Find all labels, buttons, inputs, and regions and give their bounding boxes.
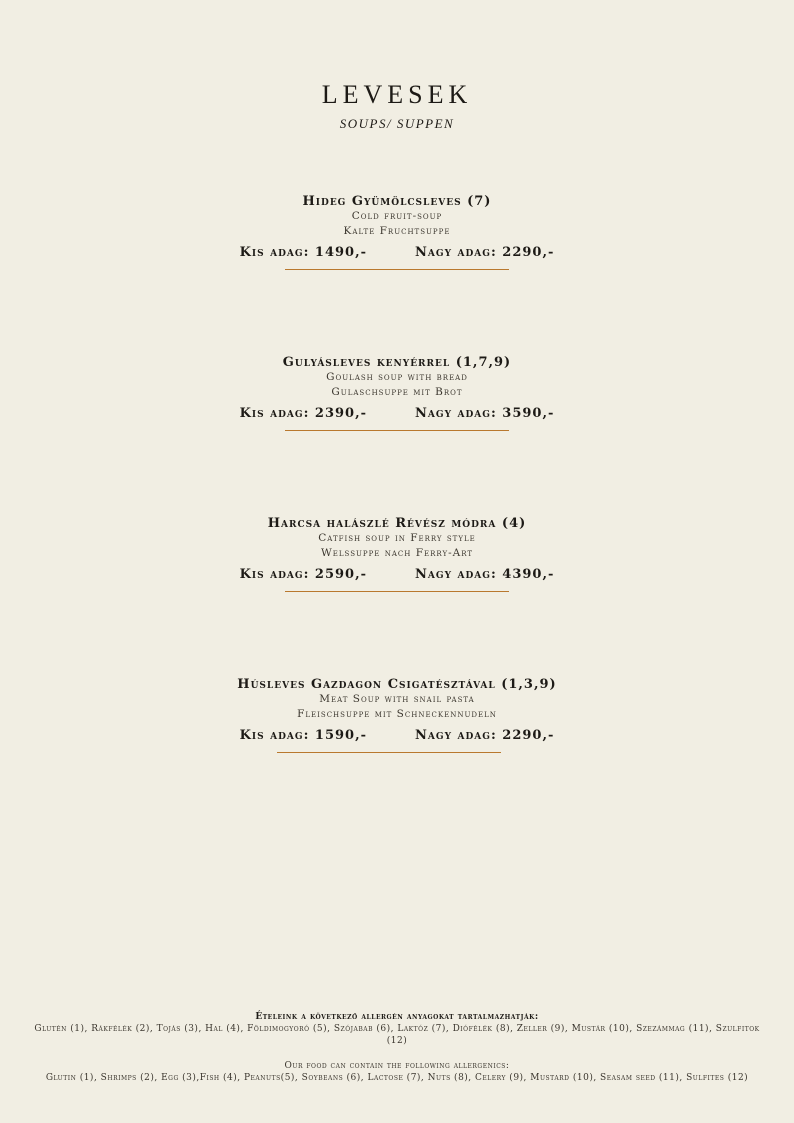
small-portion-price: Kis adag: 2390,- — [239, 406, 368, 421]
price-row — [0, 728, 794, 743]
large-portion-price: Nagy adag: 2290,- — [415, 728, 555, 743]
price-row — [0, 567, 794, 582]
item-name: Gulyásleves kenyérrel (1,7,9) — [282, 355, 512, 370]
item-english-name: Goulash soup with bread — [326, 371, 468, 383]
item-name: Húsleves Gazdagon Csigatésztával (1,3,9) — [237, 677, 557, 692]
item-english-name: Catfish soup in Ferry style — [318, 532, 476, 544]
allergen-list-en: Glutin (1), Shrimps (2), Egg (3),Fish (4), Peanuts(5), Soybeans (6), Lactose (7), Nuts (8), Celery (9), Mustard (10), Seasam seed (11), Sulfites (12) — [45, 1073, 749, 1083]
item-german-name: Kalte Fruchtsuppe — [343, 225, 451, 237]
page-title: LEVESEK — [321, 80, 473, 109]
divider — [285, 430, 509, 431]
allergen-heading-en: Our food can contain the following allergenics: — [284, 1061, 510, 1071]
menu-header — [0, 80, 794, 132]
item-english-name: Cold fruit-soup — [351, 210, 443, 222]
divider — [277, 752, 501, 753]
large-portion-price: Nagy adag: 2290,- — [415, 245, 555, 260]
item-german-name: Gulaschsuppe mit Brot — [331, 386, 463, 398]
item-german-name: Welssuppe nach Ferry-Art — [320, 547, 474, 559]
item-german-name: Fleischsuppe mit Schneckennudeln — [297, 708, 497, 720]
small-portion-price: Kis adag: 2590,- — [239, 567, 368, 582]
small-portion-price: Kis adag: 1590,- — [239, 728, 368, 743]
item-name: Harcsa halászlé Révész módra (4) — [267, 516, 527, 531]
divider — [285, 591, 509, 592]
divider — [285, 269, 509, 270]
allergen-notice — [30, 1011, 764, 1084]
menu-item — [0, 677, 794, 753]
price-row — [0, 406, 794, 421]
page-subtitle: SOUPS/ SUPPEN — [339, 116, 455, 131]
menu-item — [0, 194, 794, 270]
menu-item — [0, 355, 794, 431]
menu-item — [0, 516, 794, 592]
large-portion-price: Nagy adag: 4390,- — [415, 567, 555, 582]
large-portion-price: Nagy adag: 3590,- — [415, 406, 555, 421]
allergen-heading-hu: Ételeink a következő allergén anyagokat tartalmazhatják: — [255, 1012, 539, 1022]
allergen-list-hu: Glutén (1), Rákfélék (2), Tojás (3), Hal (4), Földimogyoró (5), Szójabab (6), Laktóz (7), Diófélék (8), Zeller (9), Mustár (10), Szezámmag (11), Szulfitok (12) — [34, 1024, 760, 1046]
item-english-name: Meat Soup with snail pasta — [319, 693, 475, 705]
price-row — [0, 245, 794, 260]
item-name: Hideg Gyümölcsleves (7) — [302, 194, 492, 209]
small-portion-price: Kis adag: 1490,- — [239, 245, 368, 260]
